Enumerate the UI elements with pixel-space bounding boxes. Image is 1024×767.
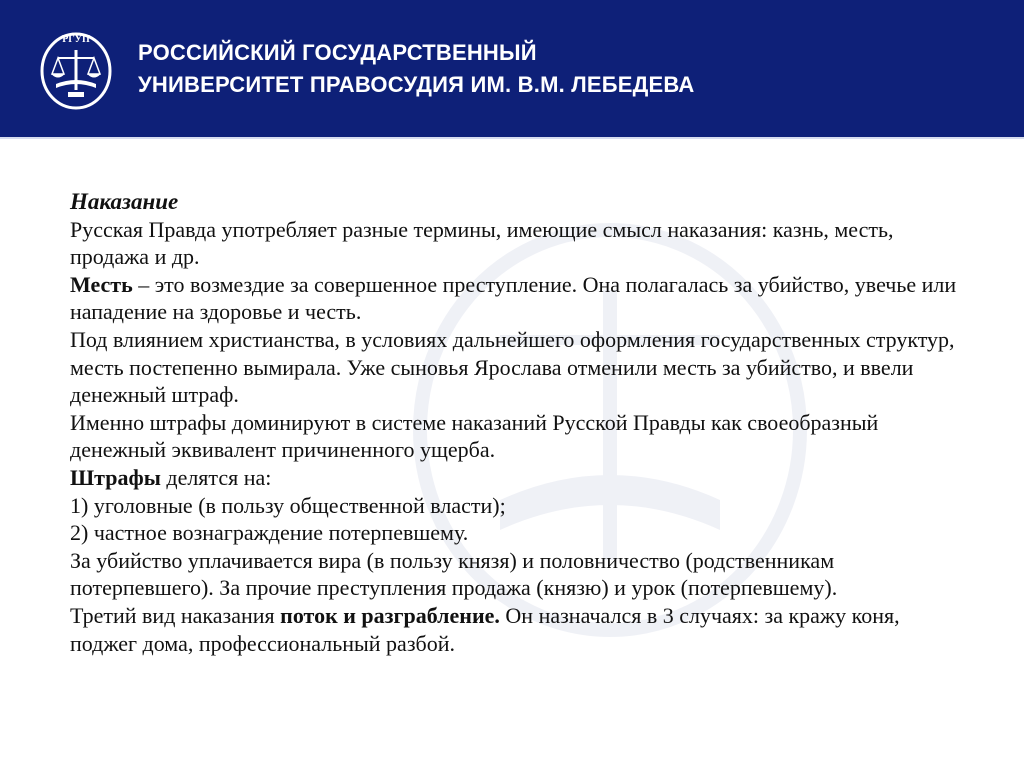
paragraph-text: Русская Правда употребляет разные термины, имеющие смысл наказания: казнь, месть, продажа и др.: [70, 216, 894, 270]
paragraph: [70, 602, 970, 657]
paragraph-text: – это возмездие за совершенное преступление. Она полагалась за убийство, увечье или нападение на здоровье и честь.: [70, 271, 957, 325]
university-name-line1: РОССИЙСКИЙ ГОСУДАРСТВЕННЫЙ: [138, 40, 537, 65]
paragraph-text: Именно штрафы доминируют в системе наказаний Русской Правды как своеобразный денежный эквивалент причиненного ущерба.: [70, 409, 879, 463]
bold-term: поток и разграбление.: [280, 602, 500, 628]
paragraph-text: Третий вид наказания: [70, 602, 281, 628]
paragraph: [70, 216, 970, 271]
bold-term: Месть: [70, 271, 133, 297]
paragraph: [70, 547, 970, 602]
slide-heading: Наказание: [70, 189, 179, 214]
paragraph-text: За убийство уплачивается вира (в пользу князя) и половничество (родственникам потерпевшего). За прочие преступления продажа (князю) и урок (потерпевшему).: [70, 547, 838, 601]
paragraph: [70, 464, 970, 492]
list-item: 2) частное вознаграждение потерпевшему.: [70, 520, 469, 546]
header-divider: [0, 137, 1024, 139]
paragraph: [70, 271, 970, 326]
paragraph-text: Под влиянием христианства, в условиях дальнейшего оформления государственных структур, месть постепенно вымирала. Уже сыновья Ярослава отменили месть за убийство, и ввели денежный штраф.: [70, 326, 955, 408]
university-logo-icon: [38, 28, 114, 110]
paragraph-text: делятся на:: [160, 464, 272, 490]
paragraph-text: Он назначался в 3 случаях: за кражу коня, поджег дома, профессиональный разбой.: [70, 602, 900, 656]
bold-term: Штрафы: [70, 464, 161, 490]
list-item: 1) уголовные (в пользу общественной власти);: [70, 492, 506, 518]
svg-text:РГУП: РГУП: [62, 34, 90, 45]
header-banner: [0, 0, 1024, 137]
university-name-line2: УНИВЕРСИТЕТ ПРАВОСУДИЯ ИМ. В.М. ЛЕБЕДЕВА: [138, 72, 695, 97]
paragraph: [70, 326, 970, 409]
slide-content: [70, 188, 970, 657]
paragraph: [70, 409, 970, 464]
